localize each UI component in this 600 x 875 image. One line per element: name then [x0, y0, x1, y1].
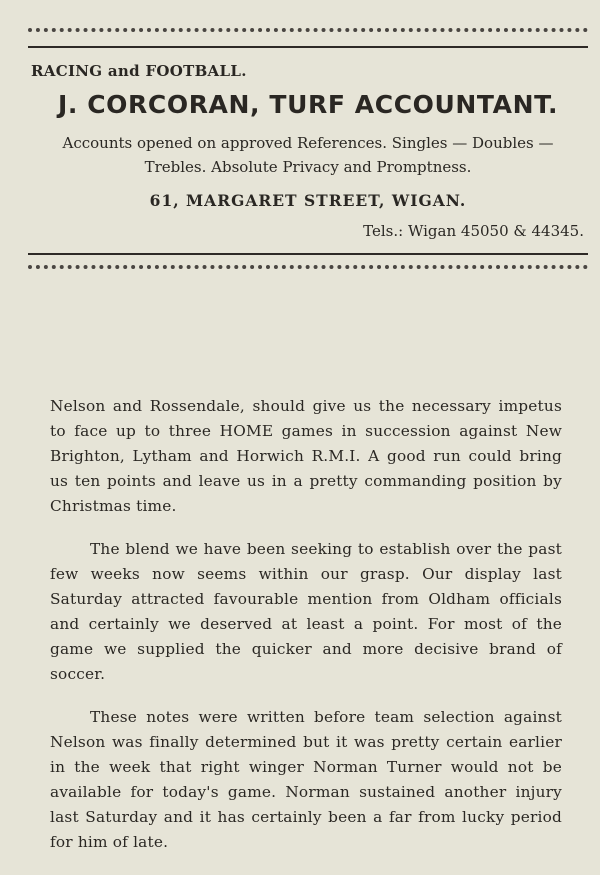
article-paragraph-1: Nelson and Rossendale, should give us the necessary impetus to face up to three HOME games in succession against New Brighton, Lytham and Horwich R.M.I. A good run could bring us ten points and leave us in a pretty commanding position by Christmas time. [50, 397, 562, 515]
article-body [50, 394, 562, 873]
advert-address: 61, MARGARET STREET, WIGAN. [149, 191, 467, 210]
advert-line-1: Accounts opened on approved References. Singles — Doubles — [62, 134, 554, 152]
solid-rule [28, 46, 588, 48]
advert-kicker: RACING and FOOTBALL. [31, 62, 247, 80]
advertisement [28, 28, 588, 274]
advert-title: J. CORCORAN, TURF ACCOUNTANT. [57, 90, 559, 119]
advert-bottom-border [28, 253, 588, 274]
dotted-rule [28, 28, 588, 37]
article-paragraph-3: These notes were written before team selection against Nelson was finally determined but it was pretty certain earlier in the week that right winger Norman Turner would not be available for today's game. Norman sustained another injury last Saturday and it has certainly been a far from lucky period for him of late. [50, 708, 562, 851]
advert-line-2: Trebles. Absolute Privacy and Promptness. [144, 158, 472, 176]
advert-telephone: Tels.: Wigan 45050 & 44345. [363, 222, 584, 240]
advert-top-border [28, 28, 588, 48]
article-paragraph-2: The blend we have been seeking to establish over the past few weeks now seems within our grasp. Our display last Saturday attracted favourable mention from Oldham officials and certainly we deserved at least a point. For most of the game we supplied the quicker and more decisive brand of soccer. [50, 540, 562, 683]
dotted-rule [28, 265, 588, 274]
solid-rule [28, 253, 588, 255]
